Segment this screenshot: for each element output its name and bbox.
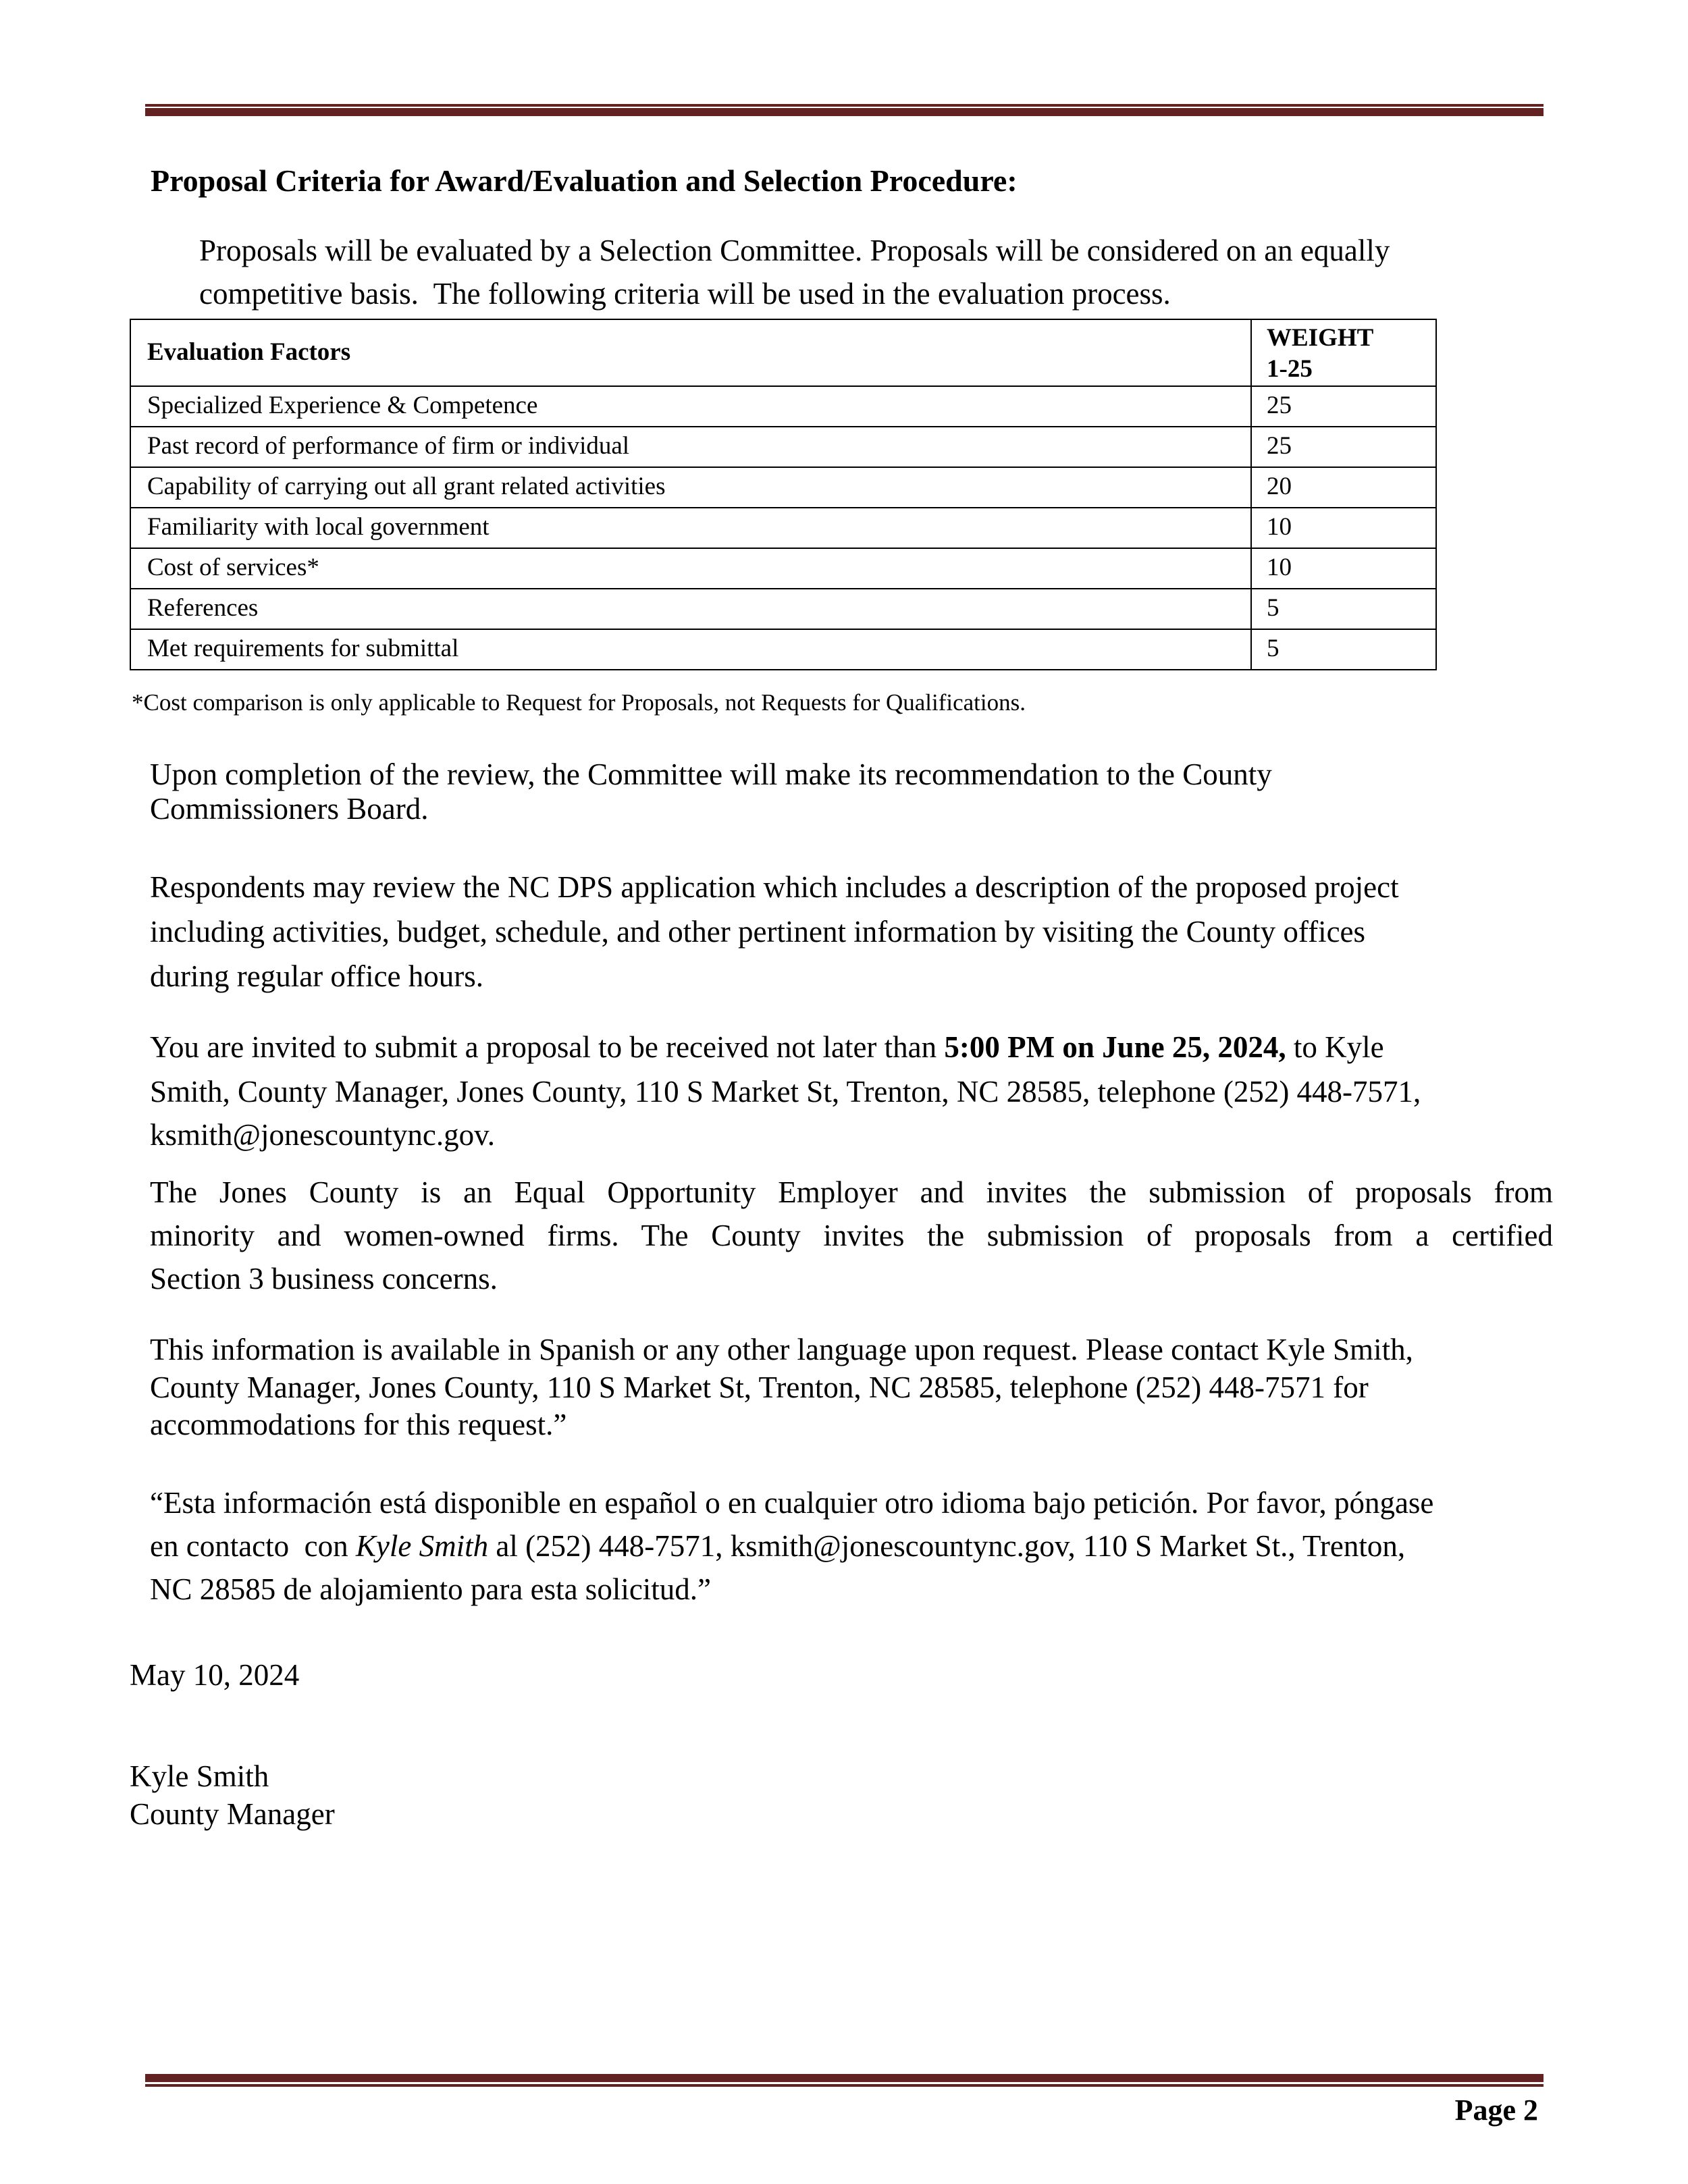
header-weight: [1251, 319, 1436, 386]
signatory-name: Kyle Smith: [130, 1759, 269, 1793]
intro-line: competitive basis. The following criteria will be used in the evaluation process.: [199, 277, 1171, 311]
paragraph-line: Upon completion of the review, the Committee will make its recommendation to the County: [150, 757, 1272, 791]
paragraph-line: accommodations for this request.”: [150, 1408, 567, 1441]
evaluation-factors-table: [130, 319, 1437, 670]
factor-cell: Cost of services*: [130, 548, 1251, 589]
paragraph-line: [150, 1032, 1384, 1063]
spanish-text: al (252) 448-7571, ksmith@jonescountync.gov, 110 S Market St., Trenton,: [488, 1529, 1406, 1563]
table-footnote: *Cost comparison is only applicable to Request for Proposals, not Requests for Qualifications.: [132, 689, 1026, 716]
paragraph-line: Commissioners Board.: [150, 792, 429, 826]
weight-cell: 10: [1251, 548, 1436, 589]
table-row: [130, 589, 1436, 629]
paragraph-line: This information is available in Spanish or any other language upon request. Please contact Kyle Smith,: [150, 1333, 1413, 1366]
factor-cell: Capability of carrying out all grant related activities: [130, 467, 1251, 508]
table-row: [130, 386, 1436, 427]
paragraph-line: Section 3 business concerns.: [150, 1262, 498, 1296]
paragraph-line: NC 28585 de alojamiento para esta solicitud.”: [150, 1572, 712, 1606]
table-row: [130, 508, 1436, 548]
weight-cell: 5: [1251, 589, 1436, 629]
header-weight-label: WEIGHT: [1267, 324, 1374, 352]
paragraph-line: during regular office hours.: [150, 959, 484, 993]
contact-email: ksmith@jonescountync.gov.: [150, 1118, 495, 1152]
paragraph-line: Respondents may review the NC DPS application which includes a description of the proposed project: [150, 870, 1399, 904]
factor-cell: Specialized Experience & Competence: [130, 386, 1251, 427]
header-rule-thin: [145, 104, 1544, 107]
paragraph-line: The Jones County is an Equal Opportunity Employer and invites the submission of proposals from: [150, 1175, 1553, 1209]
signatory-title: County Manager: [130, 1797, 335, 1831]
weight-cell: 25: [1251, 386, 1436, 427]
table-row: [130, 467, 1436, 508]
header-rule-thick: [145, 108, 1544, 116]
spanish-text: en contacto con: [150, 1529, 356, 1563]
factor-cell: Familiarity with local government: [130, 508, 1251, 548]
invite-text: You are invited to submit a proposal to be received not later than: [150, 1030, 945, 1064]
paragraph-line: County Manager, Jones County, 110 S Market St, Trenton, NC 28585, telephone (252) 448-7571 for: [150, 1370, 1369, 1404]
section-heading: Proposal Criteria for Award/Evaluation and Selection Procedure:: [151, 163, 1018, 198]
footer-rule-thick: [145, 2074, 1544, 2082]
paragraph-line: including activities, budget, schedule, and other pertinent information by visiting the County offices: [150, 915, 1366, 949]
intro-line: Proposals will be evaluated by a Selection Committee. Proposals will be considered on an equally: [199, 234, 1390, 267]
weight-cell: 10: [1251, 508, 1436, 548]
paragraph-line: minority and women-owned firms. The County invites the submission of proposals from a certified: [150, 1219, 1553, 1252]
invite-text: to Kyle: [1286, 1030, 1384, 1064]
factor-cell: Past record of performance of firm or individual: [130, 427, 1251, 467]
weight-cell: 25: [1251, 427, 1436, 467]
table-row: [130, 427, 1436, 467]
factor-cell: References: [130, 589, 1251, 629]
paragraph-line: Smith, County Manager, Jones County, 110 S Market St, Trenton, NC 28585, telephone (252) 448-7571,: [150, 1075, 1421, 1109]
weight-cell: 5: [1251, 629, 1436, 670]
weight-cell: 20: [1251, 467, 1436, 508]
footer-rule-thin: [145, 2084, 1544, 2087]
header-weight-range: 1-25: [1267, 355, 1313, 383]
table-header-row: [130, 319, 1436, 386]
paragraph-line: “Esta información está disponible en español o en cualquier otro idioma bajo petición. Por favor, póngase: [150, 1486, 1434, 1520]
factor-cell: Met requirements for submittal: [130, 629, 1251, 670]
table-row: [130, 629, 1436, 670]
header-evaluation-factors: Evaluation Factors: [130, 319, 1251, 386]
paragraph-line: [150, 1531, 1405, 1562]
page-number: Page 2: [1454, 2094, 1538, 2127]
contact-name: Kyle Smith: [355, 1529, 489, 1563]
letter-date: May 10, 2024: [130, 1658, 300, 1692]
deadline-text: 5:00 PM on June 25, 2024,: [944, 1030, 1286, 1064]
table-row: [130, 548, 1436, 589]
